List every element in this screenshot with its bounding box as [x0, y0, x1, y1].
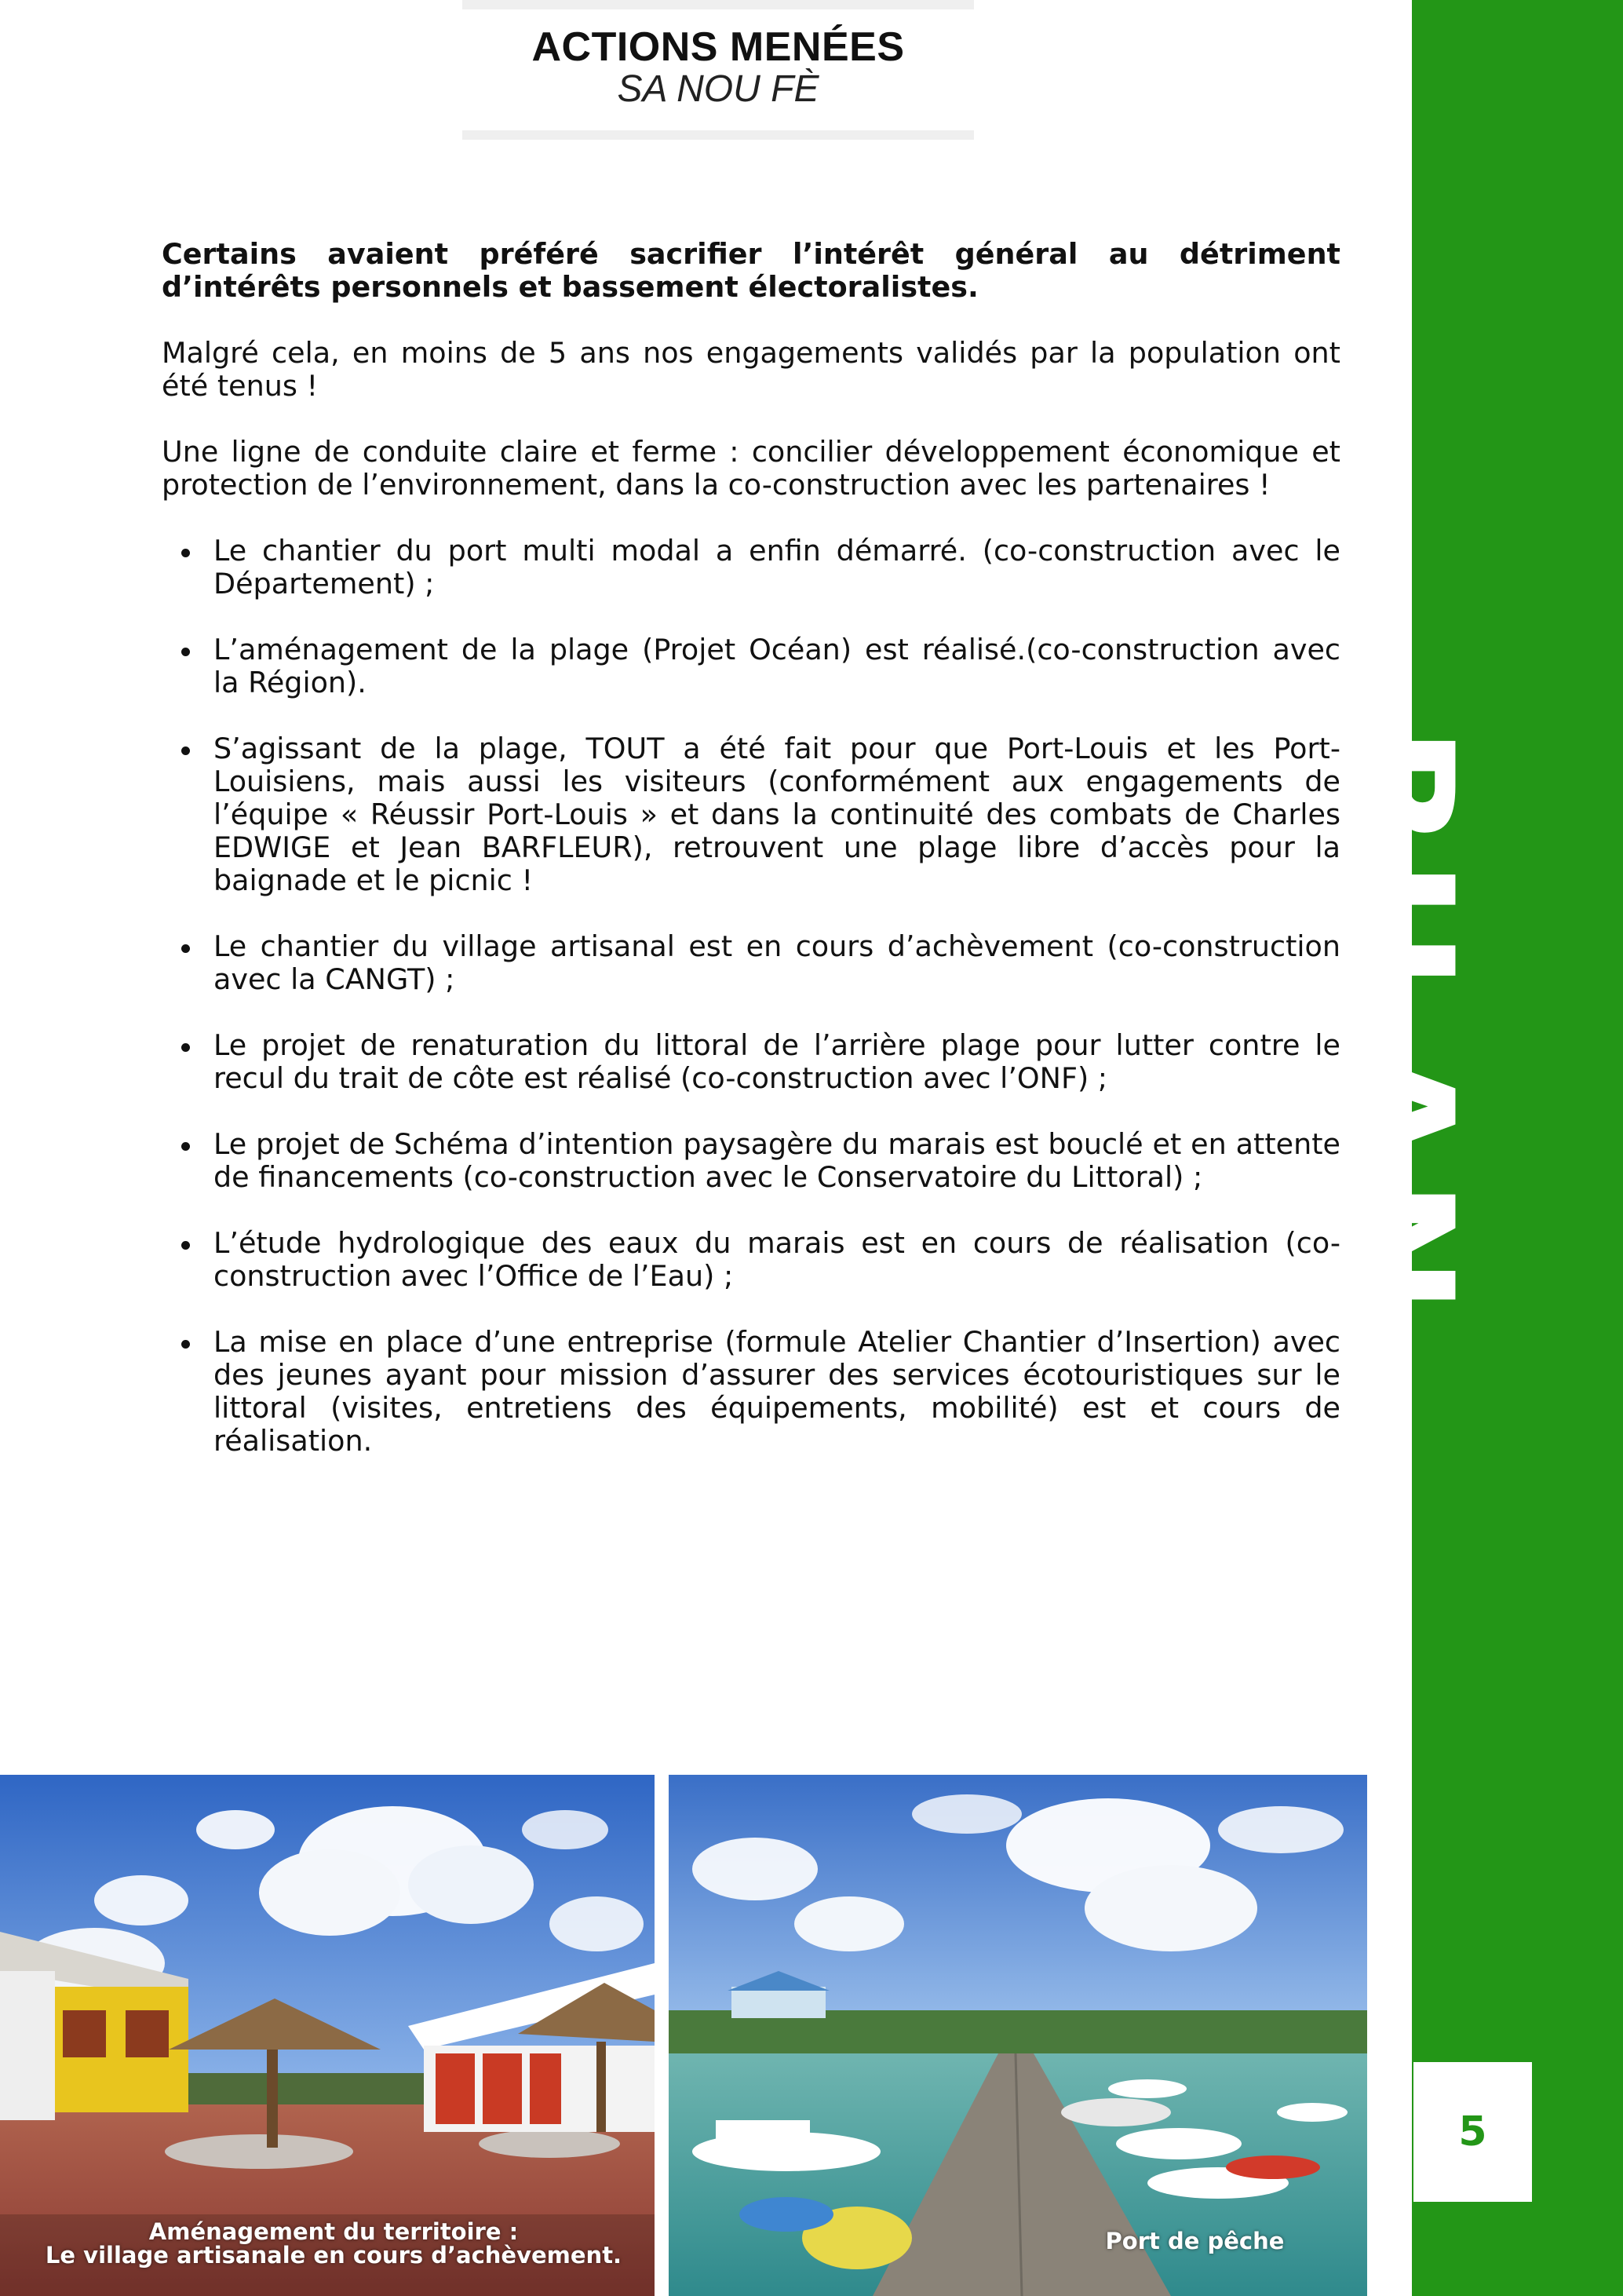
list-item: Le chantier du port multi modal a enfin démarré. (co-construction avec le Département) ;	[213, 534, 1340, 600]
list-item: Le chantier du village artisanal est en cours d’achèvement (co-construction avec la CANGT) ;	[213, 929, 1340, 996]
header-bottom-rule	[462, 130, 974, 140]
list-item: L’aménagement de la plage (Projet Océan) est réalisé.(co-construction avec la Région).	[213, 633, 1340, 699]
list-item: Le projet de renaturation du littoral de l’arrière plage pour lutter contre le recul du trait de côte est réalisé (co-construction avec l’ONF) ;	[213, 1028, 1340, 1095]
main-content	[162, 238, 1340, 1491]
list-item: S’agissant de la plage, TOUT a été fait pour que Port-Louis et les Port-Louisiens, mais aussi les visiteurs (conformément aux engagements de l’équipe « Réussir Port-Louis » et dans la continuité des combats de Charles EDWIGE et Jean BARFLEUR), retrouvent une plage libre d’accès pour la baignade et le picnic !	[213, 732, 1340, 897]
list-item: Le projet de Schéma d’intention paysagère du marais est bouclé et en attente de financements (co-construction avec le Conservatoire du Littoral) ;	[213, 1127, 1340, 1194]
list-item: L’étude hydrologique des eaux du marais est en cours de réalisation (co-construction avec l’Office de l’Eau) ;	[213, 1226, 1340, 1293]
photo-fishing-port	[669, 1775, 1367, 2296]
paragraph-2: Une ligne de conduite claire et ferme : concilier développement économique et protection de l’environnement, dans la co-construction avec les partenaires !	[162, 435, 1340, 502]
vertical-heading	[1300, 726, 1538, 1480]
paragraph-1: Malgré cela, en moins de 5 ans nos engagements validés par la population ont été tenus !	[162, 336, 1340, 403]
left-photo-caption-line2: Le village artisanale en cours d’achèvement.	[45, 2242, 622, 2269]
actions-list	[162, 535, 1340, 1458]
lead-paragraph: Certains avaient préféré sacrifier l’intérêt général au détriment d’intérêts personnels et bassement électoralistes.	[162, 237, 1340, 304]
vertical-heading-text: BILAN	[1300, 726, 1486, 1326]
page-number: 5	[1413, 2062, 1532, 2202]
left-photo-caption	[31, 2220, 636, 2267]
header-top-rule	[462, 0, 974, 9]
page-header	[462, 0, 974, 140]
page-title: ACTIONS MENÉES	[531, 24, 905, 70]
left-photo-caption-line1: Aménagement du territoire :	[148, 2218, 519, 2245]
right-photo-caption: Port de pêche	[1105, 2228, 1285, 2254]
list-item: La mise en place d’une entreprise (formule Atelier Chantier d’Insertion) avec des jeunes ayant pour mission d’assurer des services écotouristiques sur le littoral (visites, entretiens des équipements, mobilité) est et cours de réalisation.	[213, 1325, 1340, 1458]
page-subtitle: SA NOU FÈ	[617, 68, 819, 110]
